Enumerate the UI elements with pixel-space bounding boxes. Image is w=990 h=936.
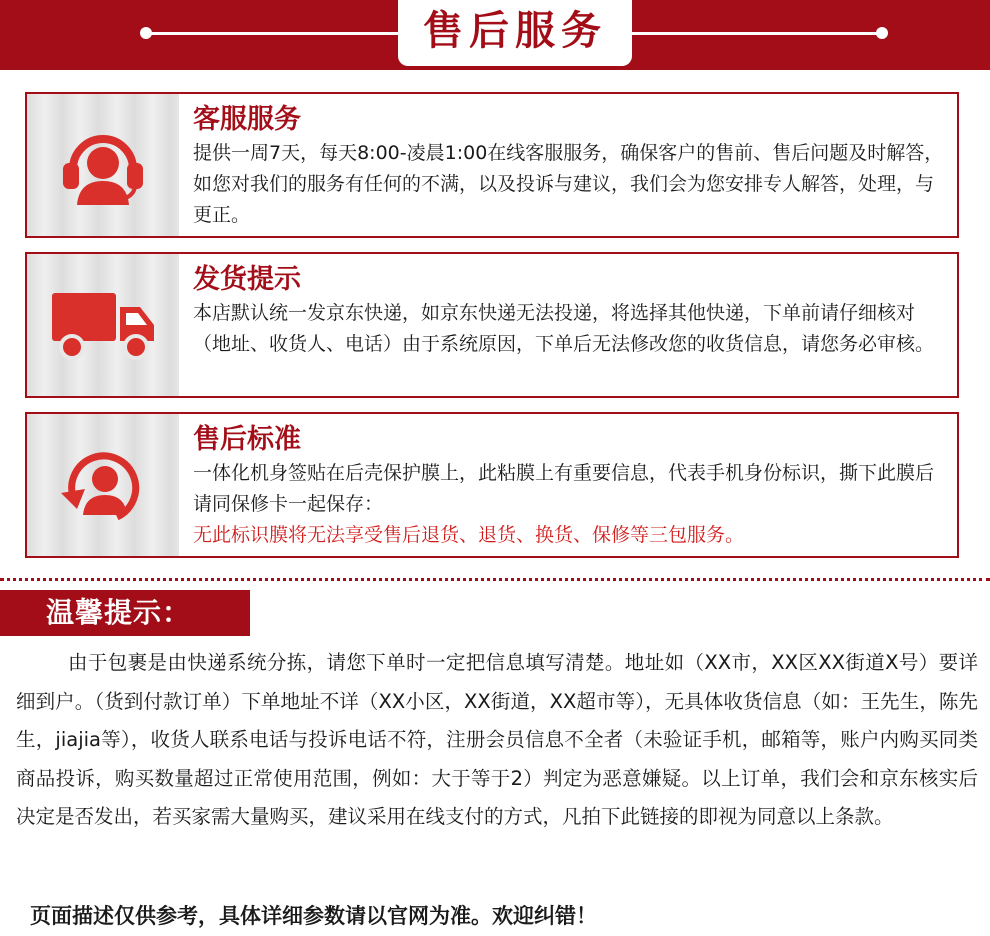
section-icon-box [27, 414, 179, 556]
section-after-sales-standard [25, 412, 959, 558]
section-text [193, 458, 951, 551]
section-icon-box [27, 94, 179, 236]
tips-label: 温馨提示： [0, 590, 250, 636]
section-heading: 售后标准 [193, 424, 301, 455]
section-customer-service [25, 92, 959, 238]
section-warning-text: 无此标识膜将无法享受售后退货、退货、换货、保修等三包服务。 [193, 524, 745, 546]
delivery-truck-icon [48, 285, 158, 365]
headset-agent-icon [57, 119, 149, 211]
section-heading: 发货提示 [193, 264, 301, 295]
section-shipping-notice [25, 252, 959, 398]
page-title: 售后服务 [398, 0, 632, 66]
tips-text: 由于包裹是由快递系统分拣，请您下单时一定把信息填写清楚。地址如（XX市，XX区XX街道X号）要详细到户。（货到付款订单）下单地址不详（XX小区，XX街道，XX超市等），无具体收货信息（如：王先生，陈先生，jiajia等），收货人联系电话与投诉电话不符，注册会员信息不全者（未验证手机，邮箱等，账户内购买同类商品投诉，购买数量超过正常使用范围，例如：大于等于2）判定为恶意嫌疑。以上订单，我们会和京东核实后决定是否发出，若买家需大量购买，建议采用在线支付的方式，凡拍下此链接的即视为同意以上条款。 [16, 651, 978, 828]
section-icon-box [27, 254, 179, 396]
header-line-right [632, 32, 882, 35]
dotted-divider [0, 578, 990, 581]
section-heading: 客服服务 [193, 104, 301, 135]
header-line-left [148, 32, 398, 35]
footer-disclaimer: 页面描述仅供参考，具体详细参数请以官网为准。欢迎纠错！ [30, 904, 597, 928]
section-text-main: 一体化机身签贴在后壳保护膜上，此粘膜上有重要信息，代表手机身份标识，撕下此膜后请同保修卡一起保存： [193, 462, 935, 515]
header-dot-right [876, 27, 888, 39]
section-text: 本店默认统一发京东快递，如京东快递无法投递，将选择其他快递，下单前请仔细核对（地址、收货人、电话）由于系统原因，下单后无法修改您的收货信息，请您务必审核。 [193, 302, 935, 355]
section-text: 提供一周7天，每天8:00-凌晨1:00在线客服服务，确保客户的售前、售后问题及时解答，如您对我们的服务有任何的不满，以及投诉与建议，我们会为您安排专人解答，处理，与更正。 [193, 142, 944, 226]
refresh-agent-icon [55, 437, 151, 533]
page-header [0, 0, 990, 70]
